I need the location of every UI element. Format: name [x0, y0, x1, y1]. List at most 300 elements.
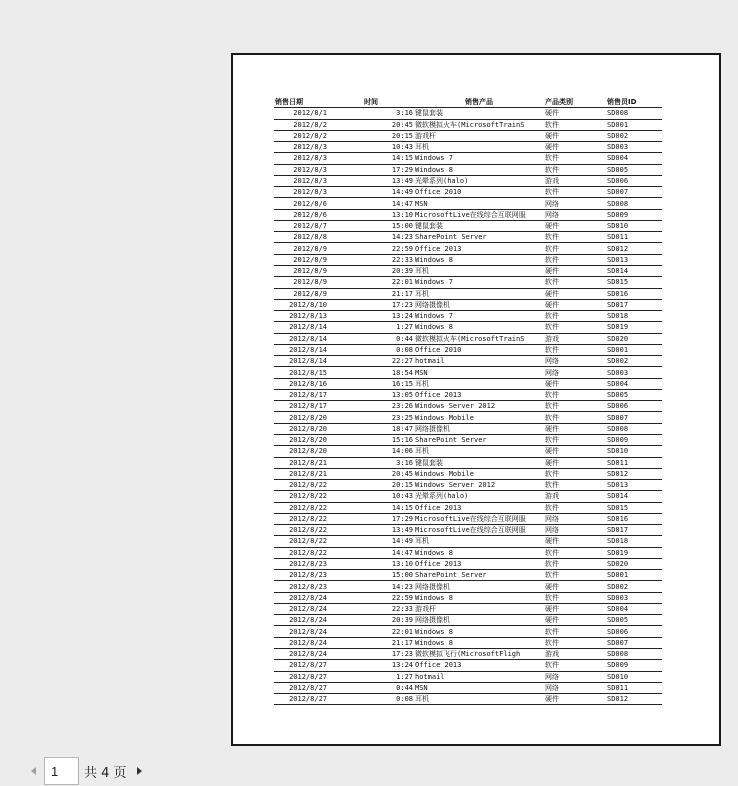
cell-salesperson-id: SD003	[606, 367, 662, 378]
cell-category: 软件	[544, 153, 606, 164]
table-row	[274, 311, 662, 322]
cell-time: 3:16	[328, 457, 414, 468]
cell-salesperson-id: SD007	[606, 187, 662, 198]
cell-time: 1:27	[328, 322, 414, 333]
cell-time: 14:06	[328, 446, 414, 457]
cell-category: 软件	[544, 322, 606, 333]
cell-sales-date: 2012/8/16	[274, 378, 328, 389]
cell-category: 软件	[544, 164, 606, 175]
cell-time: 22:01	[328, 626, 414, 637]
cell-time: 22:33	[328, 603, 414, 614]
table-row	[274, 660, 662, 671]
cell-salesperson-id: SD002	[606, 581, 662, 592]
cell-product: 耳机	[414, 288, 544, 299]
table-row	[274, 367, 662, 378]
cell-time: 0:44	[328, 682, 414, 693]
cell-time: 15:00	[328, 220, 414, 231]
cell-category: 游戏	[544, 491, 606, 502]
cell-sales-date: 2012/8/6	[274, 209, 328, 220]
table-row	[274, 288, 662, 299]
cell-time: 18:47	[328, 423, 414, 434]
table-row	[274, 389, 662, 400]
cell-category: 软件	[544, 401, 606, 412]
cell-sales-date: 2012/8/22	[274, 513, 328, 524]
cell-product: 耳机	[414, 265, 544, 276]
cell-salesperson-id: SD019	[606, 322, 662, 333]
cell-time: 18:54	[328, 367, 414, 378]
cell-salesperson-id: SD013	[606, 254, 662, 265]
cell-time: 22:59	[328, 592, 414, 603]
cell-sales-date: 2012/8/24	[274, 603, 328, 614]
cell-sales-date: 2012/8/9	[274, 277, 328, 288]
cell-sales-date: 2012/8/24	[274, 592, 328, 603]
chevron-left-icon[interactable]	[26, 764, 40, 778]
table-row	[274, 468, 662, 479]
cell-product: 键鼠套装	[414, 457, 544, 468]
cell-time: 14:47	[328, 198, 414, 209]
cell-time: 13:05	[328, 389, 414, 400]
cell-time: 13:49	[328, 175, 414, 186]
cell-time: 17:29	[328, 164, 414, 175]
header-product: 销售产品	[414, 97, 544, 108]
cell-time: 14:49	[328, 536, 414, 547]
cell-salesperson-id: SD004	[606, 378, 662, 389]
pagination	[26, 756, 147, 786]
cell-salesperson-id: SD006	[606, 175, 662, 186]
cell-salesperson-id: SD010	[606, 220, 662, 231]
cell-product: Windows 7	[414, 277, 544, 288]
cell-product: MicrosoftLive在线综合互联网服	[414, 525, 544, 536]
cell-sales-date: 2012/8/9	[274, 254, 328, 265]
table-row	[274, 671, 662, 682]
cell-category: 软件	[544, 311, 606, 322]
cell-salesperson-id: SD002	[606, 130, 662, 141]
table-row	[274, 513, 662, 524]
cell-time: 10:43	[328, 491, 414, 502]
cell-category: 硬件	[544, 130, 606, 141]
cell-sales-date: 2012/8/20	[274, 412, 328, 423]
cell-category: 软件	[544, 434, 606, 445]
cell-salesperson-id: SD016	[606, 288, 662, 299]
table-row	[274, 209, 662, 220]
cell-category: 软件	[544, 254, 606, 265]
cell-sales-date: 2012/8/27	[274, 694, 328, 705]
table-row	[274, 615, 662, 626]
cell-product: 耳机	[414, 378, 544, 389]
cell-product: Windows 8	[414, 637, 544, 648]
table-row	[274, 412, 662, 423]
cell-product: Windows Mobile	[414, 412, 544, 423]
cell-salesperson-id: SD007	[606, 412, 662, 423]
cell-salesperson-id: SD004	[606, 603, 662, 614]
cell-product: Office 2013	[414, 558, 544, 569]
cell-category: 软件	[544, 412, 606, 423]
cell-salesperson-id: SD008	[606, 649, 662, 660]
cell-sales-date: 2012/8/20	[274, 423, 328, 434]
cell-product: Office 2013	[414, 389, 544, 400]
cell-product: 网络摄像机	[414, 299, 544, 310]
cell-sales-date: 2012/8/22	[274, 502, 328, 513]
table-row	[274, 536, 662, 547]
table-row	[274, 480, 662, 491]
cell-category: 游戏	[544, 649, 606, 660]
cell-product: 耳机	[414, 536, 544, 547]
cell-sales-date: 2012/8/20	[274, 446, 328, 457]
cell-salesperson-id: SD009	[606, 434, 662, 445]
cell-category: 软件	[544, 547, 606, 558]
cell-product: MSN	[414, 682, 544, 693]
cell-category: 硬件	[544, 446, 606, 457]
cell-time: 20:45	[328, 119, 414, 130]
table-row	[274, 232, 662, 243]
cell-sales-date: 2012/8/24	[274, 626, 328, 637]
cell-sales-date: 2012/8/24	[274, 649, 328, 660]
cell-product: Office 2013	[414, 502, 544, 513]
cell-product: 光晕系列(halo)	[414, 491, 544, 502]
cell-product: Windows 7	[414, 311, 544, 322]
cell-time: 21:17	[328, 288, 414, 299]
cell-time: 1:27	[328, 671, 414, 682]
cell-category: 软件	[544, 626, 606, 637]
cell-product: SharePoint Server	[414, 570, 544, 581]
page-number-input[interactable]	[44, 757, 79, 785]
cell-salesperson-id: SD005	[606, 389, 662, 400]
cell-time: 15:16	[328, 434, 414, 445]
cell-salesperson-id: SD019	[606, 547, 662, 558]
cell-sales-date: 2012/8/3	[274, 153, 328, 164]
cell-time: 20:15	[328, 130, 414, 141]
cell-time: 17:23	[328, 649, 414, 660]
table-row	[274, 682, 662, 693]
cell-sales-date: 2012/8/27	[274, 682, 328, 693]
cell-salesperson-id: SD007	[606, 637, 662, 648]
table-row	[274, 491, 662, 502]
table-row	[274, 423, 662, 434]
table-row	[274, 694, 662, 705]
cell-time: 14:23	[328, 581, 414, 592]
cell-salesperson-id: SD011	[606, 457, 662, 468]
cell-product: 耳机	[414, 142, 544, 153]
cell-time: 17:23	[328, 299, 414, 310]
cell-product: 网络摄像机	[414, 423, 544, 434]
cell-category: 软件	[544, 277, 606, 288]
cell-product: Windows Server 2012	[414, 401, 544, 412]
cell-salesperson-id: SD001	[606, 344, 662, 355]
cell-time: 13:24	[328, 660, 414, 671]
cell-category: 硬件	[544, 581, 606, 592]
cell-salesperson-id: SD015	[606, 277, 662, 288]
cell-salesperson-id: SD018	[606, 536, 662, 547]
cell-salesperson-id: SD001	[606, 570, 662, 581]
cell-category: 软件	[544, 637, 606, 648]
cell-sales-date: 2012/8/2	[274, 119, 328, 130]
sales-table	[274, 97, 662, 705]
cell-time: 20:39	[328, 265, 414, 276]
cell-salesperson-id: SD014	[606, 491, 662, 502]
cell-sales-date: 2012/8/27	[274, 660, 328, 671]
cell-sales-date: 2012/8/7	[274, 220, 328, 231]
cell-sales-date: 2012/8/14	[274, 344, 328, 355]
cell-sales-date: 2012/8/22	[274, 525, 328, 536]
cell-product: Windows 8	[414, 254, 544, 265]
cell-category: 软件	[544, 389, 606, 400]
cell-category: 硬件	[544, 423, 606, 434]
table-row	[274, 592, 662, 603]
table-row	[274, 333, 662, 344]
cell-product: Windows Mobile	[414, 468, 544, 479]
cell-category: 网络	[544, 356, 606, 367]
cell-salesperson-id: SD017	[606, 299, 662, 310]
cell-category: 软件	[544, 502, 606, 513]
table-row	[274, 637, 662, 648]
cell-time: 20:45	[328, 468, 414, 479]
cell-category: 软件	[544, 344, 606, 355]
cell-salesperson-id: SD008	[606, 108, 662, 119]
table-row	[274, 356, 662, 367]
cell-salesperson-id: SD013	[606, 480, 662, 491]
cell-sales-date: 2012/8/23	[274, 570, 328, 581]
cell-category: 硬件	[544, 299, 606, 310]
cell-time: 23:25	[328, 412, 414, 423]
table-row	[274, 626, 662, 637]
cell-product: 耳机	[414, 694, 544, 705]
cell-time: 0:08	[328, 344, 414, 355]
table-row	[274, 187, 662, 198]
table-row	[274, 142, 662, 153]
cell-category: 硬件	[544, 265, 606, 276]
table-row	[274, 525, 662, 536]
cell-salesperson-id: SD010	[606, 671, 662, 682]
cell-category: 软件	[544, 592, 606, 603]
cell-product: Windows 8	[414, 592, 544, 603]
cell-salesperson-id: SD012	[606, 243, 662, 254]
table-row	[274, 277, 662, 288]
cell-category: 硬件	[544, 615, 606, 626]
cell-salesperson-id: SD005	[606, 164, 662, 175]
table-row	[274, 344, 662, 355]
cell-sales-date: 2012/8/24	[274, 637, 328, 648]
cell-time: 23:26	[328, 401, 414, 412]
chevron-right-icon[interactable]	[133, 764, 147, 778]
cell-product: Windows 8	[414, 626, 544, 637]
cell-category: 游戏	[544, 333, 606, 344]
table-body	[274, 108, 662, 705]
cell-category: 网络	[544, 209, 606, 220]
table-row	[274, 130, 662, 141]
table-row	[274, 401, 662, 412]
cell-time: 14:15	[328, 502, 414, 513]
cell-product: Windows 8	[414, 322, 544, 333]
cell-category: 网络	[544, 682, 606, 693]
cell-time: 17:29	[328, 513, 414, 524]
table-row	[274, 108, 662, 119]
print-preview-page	[231, 53, 721, 746]
table-row	[274, 299, 662, 310]
cell-salesperson-id: SD001	[606, 119, 662, 130]
cell-salesperson-id: SD009	[606, 660, 662, 671]
header-category: 产品类别	[544, 97, 606, 108]
cell-category: 网络	[544, 513, 606, 524]
cell-salesperson-id: SD008	[606, 423, 662, 434]
cell-salesperson-id: SD009	[606, 209, 662, 220]
table-row	[274, 547, 662, 558]
cell-product: Windows 7	[414, 153, 544, 164]
cell-category: 游戏	[544, 175, 606, 186]
cell-time: 3:16	[328, 108, 414, 119]
cell-category: 网络	[544, 671, 606, 682]
cell-salesperson-id: SD011	[606, 232, 662, 243]
cell-time: 20:39	[328, 615, 414, 626]
cell-sales-date: 2012/8/6	[274, 198, 328, 209]
table-row	[274, 322, 662, 333]
table-row	[274, 220, 662, 231]
cell-sales-date: 2012/8/22	[274, 480, 328, 491]
cell-sales-date: 2012/8/3	[274, 187, 328, 198]
table-row	[274, 243, 662, 254]
cell-salesperson-id: SD010	[606, 446, 662, 457]
cell-salesperson-id: SD020	[606, 558, 662, 569]
cell-sales-date: 2012/8/14	[274, 322, 328, 333]
cell-category: 硬件	[544, 142, 606, 153]
cell-category: 软件	[544, 660, 606, 671]
cell-category: 软件	[544, 243, 606, 254]
cell-category: 软件	[544, 232, 606, 243]
cell-salesperson-id: SD003	[606, 142, 662, 153]
table-row	[274, 434, 662, 445]
cell-category: 网络	[544, 525, 606, 536]
table-row	[274, 254, 662, 265]
table-row	[274, 164, 662, 175]
cell-time: 15:00	[328, 570, 414, 581]
cell-sales-date: 2012/8/14	[274, 333, 328, 344]
cell-product: SharePoint Server	[414, 232, 544, 243]
cell-time: 10:43	[328, 142, 414, 153]
cell-product: Windows Server 2012	[414, 480, 544, 491]
cell-product: Windows 8	[414, 547, 544, 558]
cell-sales-date: 2012/8/21	[274, 468, 328, 479]
cell-time: 14:49	[328, 187, 414, 198]
table-row	[274, 446, 662, 457]
header-sales-date: 销售日期	[274, 97, 328, 108]
table-row	[274, 265, 662, 276]
cell-product: 光晕系列(halo)	[414, 175, 544, 186]
cell-product: 微软模拟火车(MicrosoftTrainS	[414, 119, 544, 130]
table-row	[274, 457, 662, 468]
cell-category: 硬件	[544, 220, 606, 231]
cell-salesperson-id: SD020	[606, 333, 662, 344]
cell-product: 耳机	[414, 446, 544, 457]
header-time: 时间	[328, 97, 414, 108]
cell-sales-date: 2012/8/22	[274, 491, 328, 502]
table-row	[274, 570, 662, 581]
cell-salesperson-id: SD003	[606, 592, 662, 603]
cell-sales-date: 2012/8/22	[274, 536, 328, 547]
cell-product: 游戏杆	[414, 130, 544, 141]
table-row	[274, 649, 662, 660]
cell-product: Office 2010	[414, 344, 544, 355]
cell-salesperson-id: SD008	[606, 198, 662, 209]
total-pages-label: 共 4 页	[84, 765, 127, 781]
cell-product: MicrosoftLive在线综合互联网服	[414, 513, 544, 524]
cell-product: MSN	[414, 198, 544, 209]
cell-sales-date: 2012/8/10	[274, 299, 328, 310]
cell-product: 网络摄像机	[414, 615, 544, 626]
table-row	[274, 603, 662, 614]
cell-salesperson-id: SD016	[606, 513, 662, 524]
cell-sales-date: 2012/8/20	[274, 434, 328, 445]
cell-category: 软件	[544, 570, 606, 581]
cell-salesperson-id: SD012	[606, 694, 662, 705]
cell-time: 13:24	[328, 311, 414, 322]
cell-salesperson-id: SD002	[606, 356, 662, 367]
cell-product: Office 2013	[414, 243, 544, 254]
cell-salesperson-id: SD006	[606, 626, 662, 637]
cell-category: 硬件	[544, 378, 606, 389]
cell-time: 14:23	[328, 232, 414, 243]
cell-salesperson-id: SD014	[606, 265, 662, 276]
cell-sales-date: 2012/8/17	[274, 401, 328, 412]
cell-category: 网络	[544, 198, 606, 209]
cell-sales-date: 2012/8/8	[274, 232, 328, 243]
cell-sales-date: 2012/8/3	[274, 175, 328, 186]
cell-sales-date: 2012/8/24	[274, 615, 328, 626]
table-row	[274, 175, 662, 186]
cell-sales-date: 2012/8/23	[274, 581, 328, 592]
cell-sales-date: 2012/8/9	[274, 265, 328, 276]
cell-product: MicrosoftLive在线综合互联网服	[414, 209, 544, 220]
cell-product: 微软模拟火车(MicrosoftTrainS	[414, 333, 544, 344]
cell-time: 22:27	[328, 356, 414, 367]
cell-category: 硬件	[544, 603, 606, 614]
table-row	[274, 502, 662, 513]
table-row	[274, 198, 662, 209]
cell-product: 微软模拟飞行(MicrosoftFligh	[414, 649, 544, 660]
cell-time: 22:59	[328, 243, 414, 254]
cell-time: 22:33	[328, 254, 414, 265]
cell-time: 14:47	[328, 547, 414, 558]
cell-product: MSN	[414, 367, 544, 378]
cell-salesperson-id: SD005	[606, 615, 662, 626]
cell-category: 硬件	[544, 694, 606, 705]
cell-category: 硬件	[544, 108, 606, 119]
cell-salesperson-id: SD011	[606, 682, 662, 693]
cell-time: 13:10	[328, 209, 414, 220]
cell-category: 软件	[544, 468, 606, 479]
cell-sales-date: 2012/8/15	[274, 367, 328, 378]
cell-category: 硬件	[544, 288, 606, 299]
cell-sales-date: 2012/8/9	[274, 288, 328, 299]
cell-product: hotmail	[414, 671, 544, 682]
header-salesperson-id: 销售员ID	[606, 97, 662, 108]
cell-sales-date: 2012/8/22	[274, 547, 328, 558]
cell-product: Windows 8	[414, 164, 544, 175]
cell-category: 软件	[544, 119, 606, 130]
cell-product: 键鼠套装	[414, 108, 544, 119]
table-row	[274, 153, 662, 164]
cell-category: 硬件	[544, 457, 606, 468]
table-row	[274, 119, 662, 130]
cell-sales-date: 2012/8/13	[274, 311, 328, 322]
cell-product: SharePoint Server	[414, 434, 544, 445]
cell-salesperson-id: SD012	[606, 468, 662, 479]
cell-time: 0:44	[328, 333, 414, 344]
cell-sales-date: 2012/8/27	[274, 671, 328, 682]
table-row	[274, 581, 662, 592]
cell-product: 键鼠套装	[414, 220, 544, 231]
cell-sales-date: 2012/8/3	[274, 142, 328, 153]
cell-time: 14:15	[328, 153, 414, 164]
cell-sales-date: 2012/8/3	[274, 164, 328, 175]
